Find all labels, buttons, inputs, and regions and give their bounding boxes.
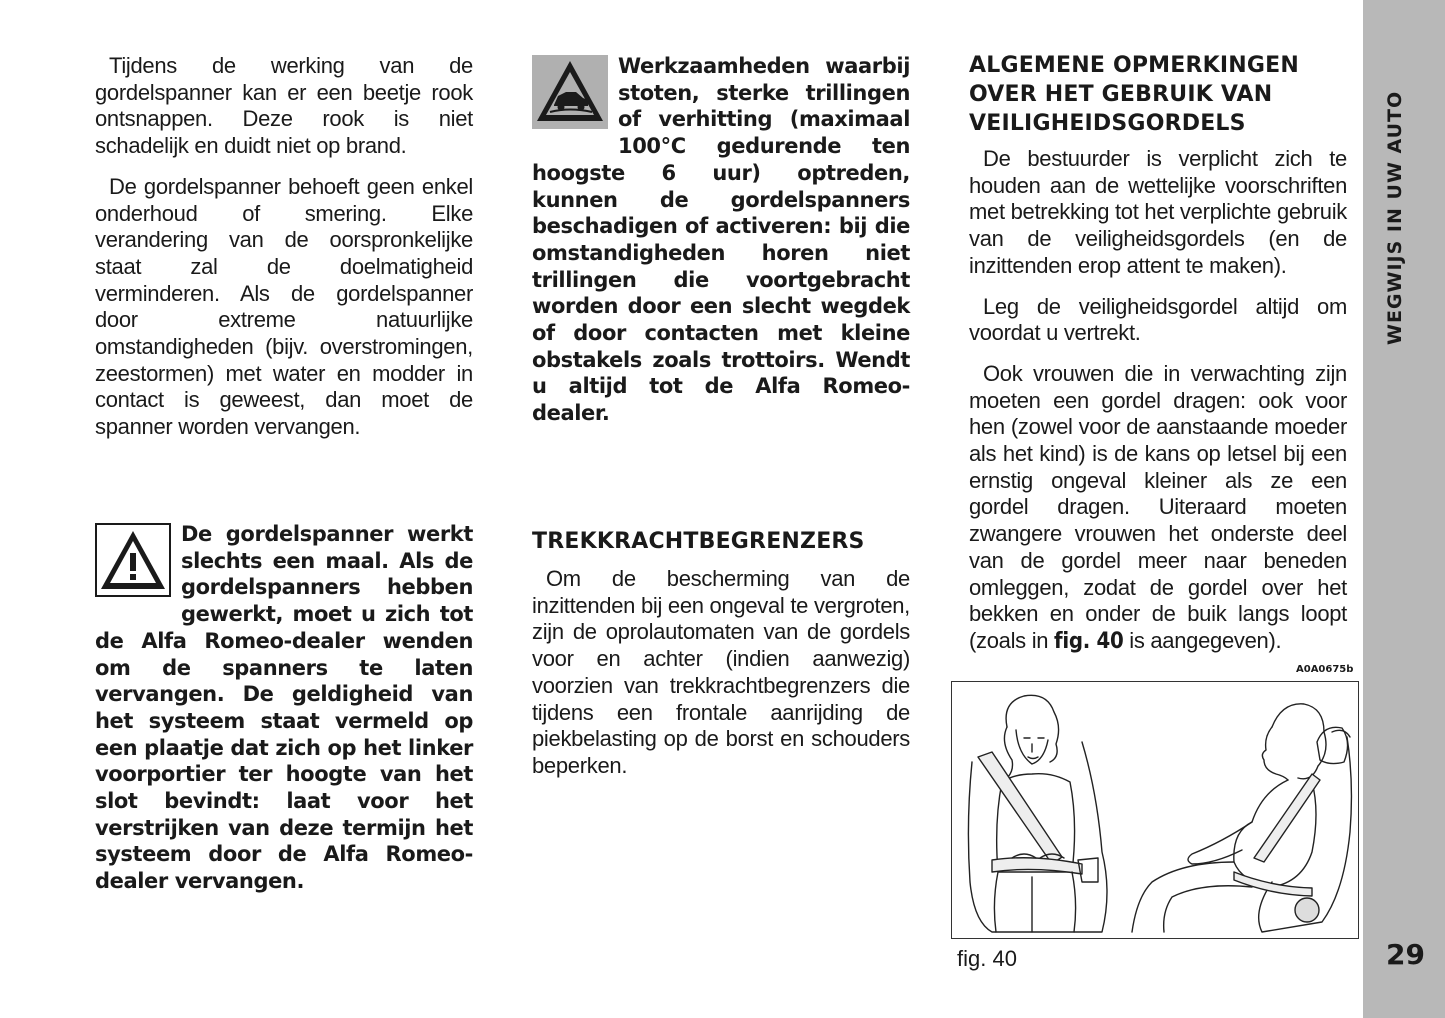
paragraph-maintenance: De gordelspanner behoeft geen enkel onderhoud of smering. Elke verandering van de oorspronkelijke staat zal de doelmatigheid verminderen. Als de gordelspanner door extreme natuurlijke omstandigheden (bijv. overstromingen, zeestormen) met water en modder in contact is geweest, dan moet de spanner worden vervangen. (95, 173, 473, 440)
figure-reference: fig. 40 (1054, 628, 1124, 654)
paragraph-load-limiters: Om de bescherming van de inzittenden bij een ongeval te vergroten, zijn de oprolautomaten van de gordels voor en achter (indien aanwezig) voorzien van trekkrachtbegrenzers die tijdens een frontale aanrijding de piekbelasting op de borst en schouders beperken. (532, 566, 910, 778)
section-load-limiters (532, 527, 910, 780)
column-1 (95, 53, 473, 441)
warning-text-pretensioner: De gordelspanner werkt slechts een maal. Als de gordelspanners hebben gewerkt, moet u zich tot de Alfa Romeo-dealer wenden om de spanners te laten vervangen. De geldigheid van het systeem staat vermeld op een plaatje dat zich op het linker voorportier ter hoogte van het slot bevindt: laat voor het verstrijken van deze termijn het systeem door de Alfa Romeo-dealer vervangen. (95, 522, 473, 894)
paragraph-driver-obligation: De bestuurder is verplicht zich te houden aan de wettelijke voorschriften met betrekking tot het verplichte gebruik van de veiligheidsgordels (en de inzittenden erop attent te maken). (969, 146, 1347, 278)
chapter-title: WEGWIJS IN UW AUTO (1384, 90, 1406, 345)
warning-block-pretensioner (95, 521, 473, 895)
paragraph-before-departure: Leg de veiligheidsgordel altijd om voordat u vertrekt. (969, 293, 1347, 346)
warning-block-vibration (532, 53, 910, 427)
section-general-remarks (969, 51, 1347, 656)
heading-general-remarks: ALGEMENE OPMERKINGEN OVER HET GEBRUIK VAN VEILIGHEIDSGORDELS (969, 53, 1299, 136)
paragraph-pregnant-women: Ook vrouwen die in verwachting zijn moeten een gordel dragen: ook voor hen (zowel voor de aanstaande moeder als het kind) is de kans op letsel bij een ernstig ongeval kleiner als ze een gordel dragen. Uiteraard moeten zwangere vrouwen het onderste deel van de gordel meer naar beneden omleggen, zodat de gordel over het bekken en onder de buik langs loopt (zoals in fig. 40 is aangegeven). (969, 360, 1347, 654)
figure-seatbelt-illustration (951, 681, 1359, 939)
car-bump-warning-icon (532, 55, 608, 134)
paragraph-smoke: Tijdens de werking van de gordelspanner kan er een beetje rook ontsnappen. Deze rook is niet schadelijk en duidt niet op brand. (95, 53, 473, 159)
figure-code: A0A0675b (1296, 664, 1354, 675)
seatbelt-drawing (952, 682, 1357, 937)
figure-caption: fig. 40 (957, 946, 1017, 971)
heading-load-limiters: TREKKRACHTBEGRENZERS (532, 529, 865, 554)
page-number: 29 (1386, 938, 1425, 971)
warning-triangle-icon (95, 523, 171, 602)
warning-text-vibration: Werkzaamheden waarbij stoten, sterke trillingen of verhitting (maximaal 100°C gedurende ten hoogste 6 uur) optreden, kunnen de gordelspanners beschadigen of activeren: bij die omstandigheden horen niet trillingen die voortgebracht worden door een slecht wegdek of door contacten met kleine obstakels zoals trottoirs. Wendt u altijd tot de Alfa Romeo-dealer. (532, 54, 910, 426)
